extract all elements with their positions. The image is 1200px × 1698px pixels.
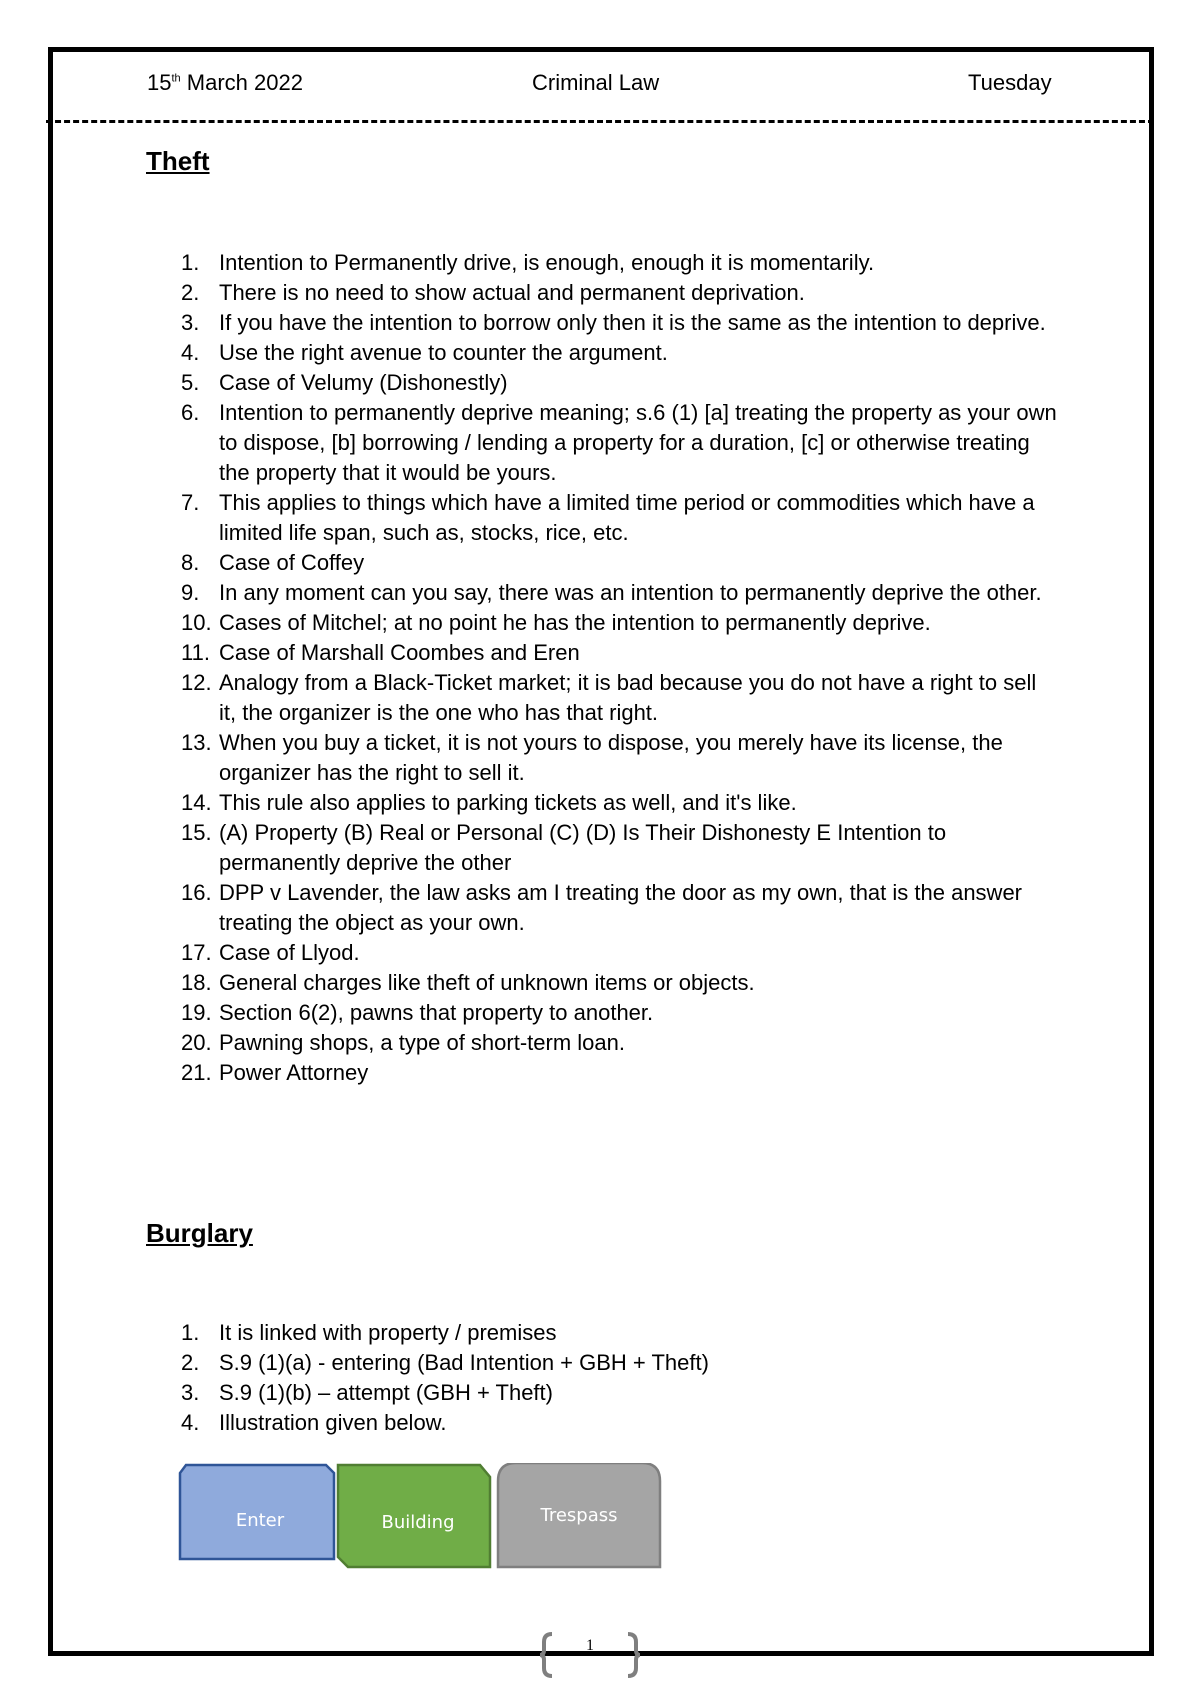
theft-item (0, 878, 1059, 938)
burglary-item-number: 2. (181, 1350, 200, 1375)
theft-item-text: Intention to Permanently drive, is enough, enough it is momentarily. (219, 250, 875, 275)
theft-item-number: 9. (181, 580, 200, 605)
burglary-item-number: 3. (181, 1380, 200, 1405)
header-date (147, 70, 303, 96)
building-label: Building (381, 1512, 455, 1533)
theft-item-number: 8. (181, 550, 200, 575)
theft-item-text: Use the right avenue to counter the argument. (219, 340, 668, 365)
theft-item (0, 1028, 1059, 1058)
theft-item-text: In any moment can you say, there was an intention to permanently deprive the other. (219, 580, 1042, 605)
theft-item-number: 2. (181, 280, 200, 305)
theft-item (0, 548, 1059, 578)
theft-item-number: 3. (181, 310, 200, 335)
burglary-item (0, 1408, 1059, 1438)
date-suffix: th (171, 72, 181, 85)
theft-item-text: There is no need to show actual and permanent deprivation. (219, 280, 805, 305)
theft-item-number: 14. (181, 790, 212, 815)
page-number-bracket (540, 1630, 640, 1680)
burglary-item-number: 4. (181, 1410, 200, 1435)
theft-item-text: General charges like theft of unknown items or objects. (219, 970, 755, 995)
theft-item-text: Intention to permanently deprive meaning; s.6 (1) [a] treating the property as your own to dispose, [b] borrowing / lending a property for a duration, [c] or otherwise treating the property that it would be yours. (219, 400, 1057, 485)
theft-item-number: 7. (181, 490, 200, 515)
theft-item-number: 13. (181, 730, 212, 755)
trespass-label: Trespass (540, 1505, 618, 1526)
burglary-illustration (178, 1463, 663, 1569)
theft-item-text: DPP v Lavender, the law asks am I treating the door as my own, that is the answer treating the object as your own. (219, 880, 1022, 935)
theft-item (0, 308, 1059, 338)
theft-item-number: 10. (181, 610, 212, 635)
theft-item (0, 638, 1059, 668)
burglary-item (0, 1348, 1059, 1378)
page-number: 1 (586, 1637, 594, 1654)
theft-item-number: 1. (181, 250, 200, 275)
theft-item (0, 818, 1059, 878)
theft-item (0, 668, 1059, 728)
header-weekday: Tuesday (968, 70, 1052, 95)
theft-item-number: 11. (181, 640, 210, 665)
burglary-heading: Burglary (146, 1218, 253, 1248)
theft-item-text: Case of Llyod. (219, 940, 360, 965)
theft-item-number: 15. (181, 820, 212, 845)
theft-item (0, 788, 1059, 818)
theft-item (0, 338, 1059, 368)
theft-item-text: Power Attorney (219, 1060, 369, 1085)
theft-item (0, 398, 1059, 488)
theft-item-number: 18. (181, 970, 212, 995)
theft-item (0, 368, 1059, 398)
theft-item-number: 17. (181, 940, 212, 965)
theft-item-text: This applies to things which have a limited time period or commodities which have a limited life span, such as, stocks, rice, etc. (219, 490, 1035, 545)
theft-item-text: Case of Velumy (Dishonestly) (219, 370, 508, 395)
theft-item-number: 6. (181, 400, 200, 425)
burglary-list (0, 1318, 1100, 1438)
theft-item (0, 968, 1059, 998)
theft-item (0, 248, 1059, 278)
theft-item-number: 20. (181, 1030, 212, 1055)
burglary-item-number: 1. (181, 1320, 200, 1345)
burglary-item-text: It is linked with property / premises (219, 1320, 557, 1345)
theft-list (0, 248, 1100, 1088)
theft-item (0, 938, 1059, 968)
theft-item-text: When you buy a ticket, it is not yours to dispose, you merely have its license, the organizer has the right to sell it. (219, 730, 1003, 785)
date-day: 15 (147, 70, 172, 95)
theft-item-text: Case of Marshall Coombes and Eren (219, 640, 580, 665)
page-header (0, 70, 1200, 100)
theft-item-number: 19. (181, 1000, 212, 1025)
theft-item-number: 12. (181, 670, 212, 695)
theft-item-number: 21. (181, 1060, 212, 1085)
burglary-item (0, 1378, 1059, 1408)
theft-item-number: 4. (181, 340, 200, 365)
theft-item-text: This rule also applies to parking tickets as well, and it's like. (219, 790, 797, 815)
burglary-item-text: S.9 (1)(a) - entering (Bad Intention + GBH + Theft) (219, 1350, 709, 1375)
theft-item-text: If you have the intention to borrow only then it is the same as the intention to deprive. (219, 310, 1046, 335)
theft-item (0, 278, 1059, 308)
theft-item-text: (A) Property (B) Real or Personal (C) (D) Is Their Dishonesty E Intention to permanently deprive the other (219, 820, 947, 875)
theft-item (0, 608, 1059, 638)
burglary-item-text: Illustration given below. (219, 1410, 447, 1435)
theft-item (0, 488, 1059, 548)
theft-item (0, 728, 1059, 788)
header-divider (46, 120, 1154, 123)
theft-item-text: Analogy from a Black-Ticket market; it is bad because you do not have a right to sell it, the organizer is the one who has that right. (219, 670, 1037, 725)
theft-item-text: Section 6(2), pawns that property to another. (219, 1000, 654, 1025)
burglary-item (0, 1318, 1059, 1348)
header-subject: Criminal Law (532, 70, 660, 95)
date-rest: March 2022 (180, 70, 303, 95)
enter-label: Enter (235, 1510, 285, 1531)
theft-item (0, 578, 1059, 608)
theft-item-text: Pawning shops, a type of short-term loan. (219, 1030, 625, 1055)
theft-item-text: Case of Coffey (219, 550, 365, 575)
theft-item-number: 16. (181, 880, 212, 905)
left-brace-icon (540, 1634, 552, 1676)
theft-item-number: 5. (181, 370, 200, 395)
theft-item (0, 1058, 1059, 1088)
burglary-item-text: S.9 (1)(b) – attempt (GBH + Theft) (219, 1380, 553, 1405)
theft-heading: Theft (146, 146, 210, 176)
theft-item (0, 998, 1059, 1028)
theft-item-text: Cases of Mitchel; at no point he has the intention to permanently deprive. (219, 610, 931, 635)
right-brace-icon (628, 1634, 640, 1676)
